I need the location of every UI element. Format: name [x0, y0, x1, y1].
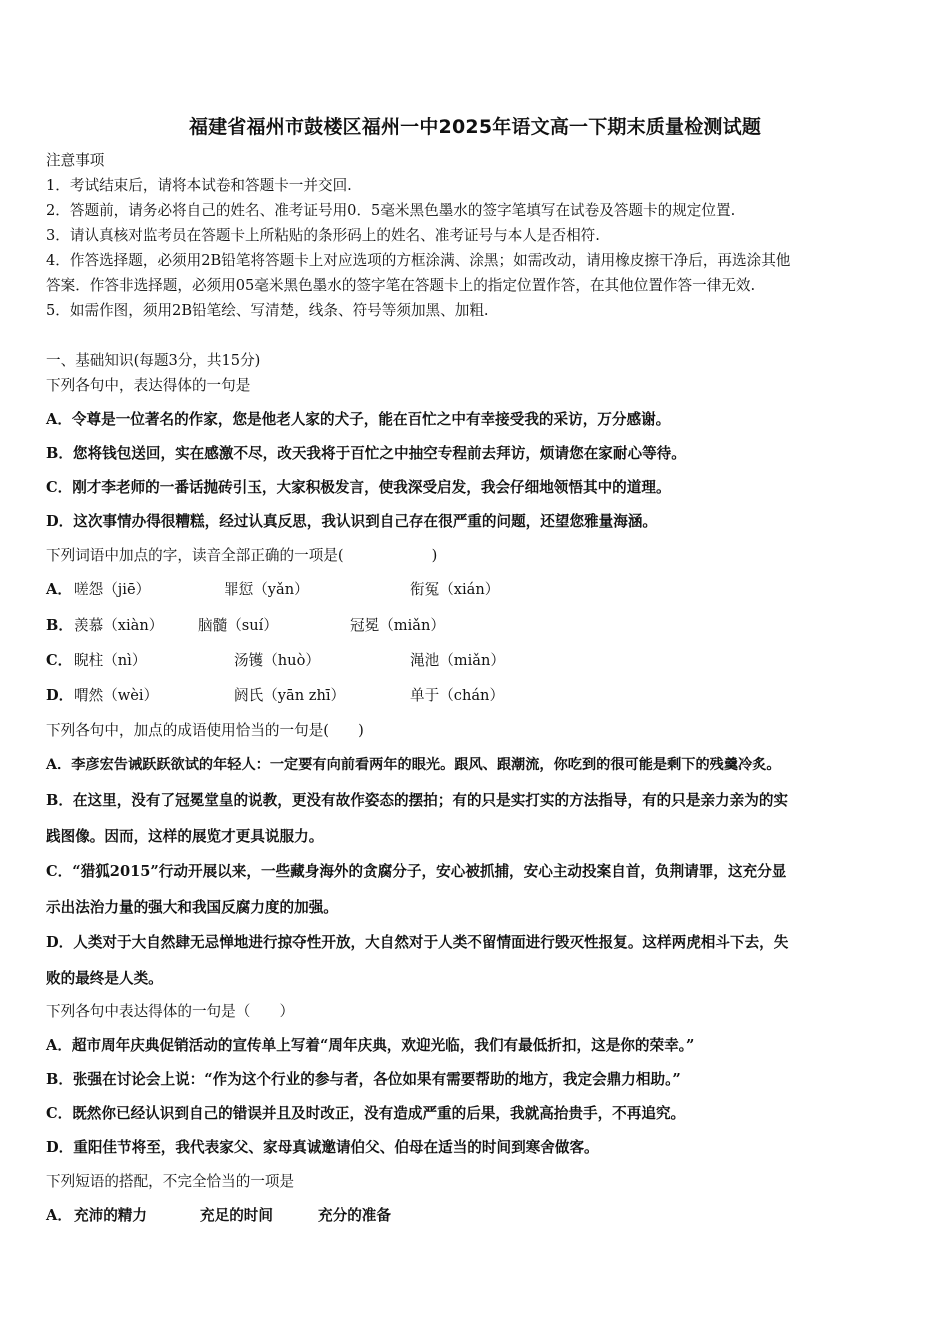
- q5-a-phrase1: 充沛的精力: [74, 1207, 147, 1224]
- q2-b-label: B．: [46, 617, 73, 634]
- q2-b-word1: 羡慕（xiàn）: [74, 617, 164, 634]
- q2-stem-text: 下列词语中加点的字，读音全部正确的一项是(: [46, 547, 344, 564]
- notice-item-4-cont: 答案．作答非选择题，必须用05毫米黑色墨水的签字笔在答题卡上的指定位置作答，在其他位置作答一律无效.: [46, 277, 756, 294]
- q2-a-label: A．: [46, 581, 72, 598]
- q2-c-word1: 睨柱（nì）: [74, 652, 147, 669]
- q5-a-phrase3: 充分的准备: [318, 1207, 391, 1224]
- q3-option-a: A．李彦宏告诫跃跃欲试的年轻人：一定要有向前看两年的眼光。跟风、跟潮流，你吃到的很可能是剩下的残羹冷炙。: [46, 757, 781, 773]
- q3-stem: 下列各句中，加点的成语使用恰当的一句是( ): [46, 722, 364, 739]
- q2-stem: [46, 546, 437, 566]
- q4-option-c: C．既然你已经认识到自己的错误并且及时改正，没有造成严重的后果，我就高抬贵手，不再追究。: [46, 1105, 686, 1122]
- q2-stem-end: ): [431, 547, 438, 564]
- q4-option-b: B．张强在讨论会上说：“作为这个行业的参与者，各位如果有需要帮助的地方，我定会鼎力相助。”: [46, 1071, 681, 1088]
- q2-d-word1: 喟然（wèi）: [74, 687, 159, 704]
- q2-d-word2: 阏氏（yān zhī）: [234, 687, 346, 704]
- notice-item-4: 4．作答选择题，必须用2B铅笔将答题卡上对应选项的方框涂满、涂黑；如需改动，请用橡皮擦干净后，再选涂其他: [46, 252, 791, 269]
- q5-a-phrase2: 充足的时间: [200, 1207, 273, 1224]
- q3-option-c: C．“猎狐2015”行动开展以来，一些藏身海外的贪腐分子，安心被抓捕，安心主动投案自首，负荆请罪，这充分显: [46, 863, 787, 880]
- q2-c-word2: 汤镬（huò）: [234, 652, 320, 669]
- q5-a-label: A．: [46, 1207, 72, 1224]
- q2-a-word3: 衔冤（xián）: [410, 581, 500, 598]
- q4-option-a: A．超市周年庆典促销活动的宣传单上写着“周年庆典，欢迎光临，我们有最低折扣，这是你的荣幸。”: [46, 1037, 695, 1054]
- notice-heading: 注意事项: [46, 152, 105, 169]
- q2-d-label: D．: [46, 687, 74, 704]
- notice-item-5: 5．如需作图，须用2B铅笔绘、写清楚，线条、符号等须加黑、加粗.: [46, 302, 489, 319]
- q2-c-word3: 渑池（miǎn）: [410, 652, 505, 669]
- q2-c-label: C．: [46, 652, 73, 669]
- section-heading: 一、基础知识(每题3分，共15分): [46, 352, 261, 369]
- q2-d-word3: 单于（chán）: [410, 687, 505, 704]
- q3-option-b-cont: 践图像。因而，这样的展览才更具说服力。: [46, 828, 324, 845]
- q1-option-c: C．刚才李老师的一番话抛砖引玉，大家积极发言，使我深受启发，我会仔细地领悟其中的道理。: [46, 479, 671, 496]
- q2-b-word3: 冠冕（miǎn）: [350, 617, 445, 634]
- q4-option-d: D．重阳佳节将至，我代表家父、家母真诚邀请伯父、伯母在适当的时间到寒舍做客。: [46, 1139, 599, 1156]
- q2-a-word2: 罪愆（yǎn）: [224, 581, 309, 598]
- q3-option-b: B．在这里，没有了冠冕堂皇的说教，更没有故作姿态的摆拍；有的只是实打实的方法指导，有的只是亲力亲为的实: [46, 792, 789, 809]
- q3-option-d-cont: 败的最终是人类。: [46, 970, 163, 987]
- q1-option-a: A．令尊是一位著名的作家，您是他老人家的犬子，能在百忙之中有幸接受我的采访，万分感谢。: [46, 411, 671, 428]
- q5-stem: 下列短语的搭配，不完全恰当的一项是: [46, 1173, 295, 1190]
- q3-option-c-cont: 示出法治力量的强大和我国反腐力度的加强。: [46, 899, 338, 916]
- q3-option-d: D．人类对于大自然肆无忌惮地进行掠夺性开放，大自然对于人类不留情面进行毁灭性报复。这样两虎相斗下去，失: [46, 934, 789, 951]
- exam-title: 福建省福州市鼓楼区福州一中2025年语文高一下期末质量检测试题: [188, 116, 762, 138]
- q2-a-word1: 嗟怨（jiē）: [74, 581, 151, 598]
- q2-b-word2: 脑髓（suí）: [198, 617, 278, 634]
- q1-option-b: B．您将钱包送回，实在感激不尽，改天我将于百忙之中抽空专程前去拜访，烦请您在家耐心等待。: [46, 445, 686, 462]
- notice-item-2: 2．答题前，请务必将自己的姓名、准考证号用0．5毫米黑色墨水的签字笔填写在试卷及答题卡的规定位置.: [46, 202, 736, 219]
- q1-option-d: D．这次事情办得很糟糕，经过认真反思，我认识到自己存在很严重的问题，还望您雅量海涵。: [46, 513, 658, 530]
- q1-stem: 下列各句中，表达得体的一句是: [46, 377, 251, 394]
- notice-item-3: 3．请认真核对监考员在答题卡上所粘贴的条形码上的姓名、准考证号与本人是否相符.: [46, 227, 600, 244]
- q4-stem: 下列各句中表达得体的一句是（ ）: [46, 1003, 295, 1020]
- notice-item-1: 1．考试结束后，请将本试卷和答题卡一并交回.: [46, 177, 352, 194]
